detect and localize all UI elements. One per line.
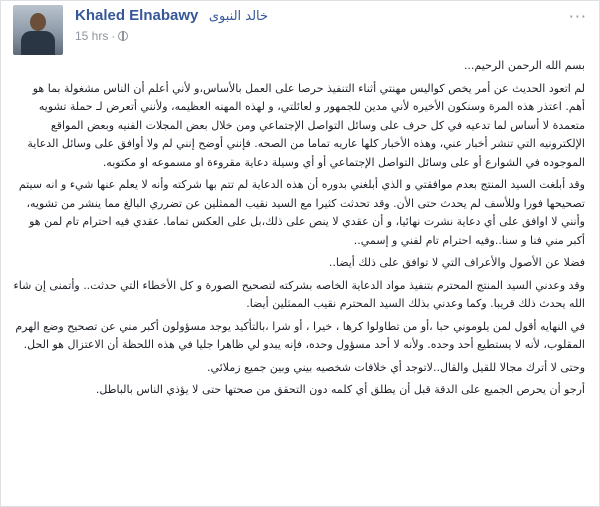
- post-paragraph: وحتى لا أترك مجالا للقيل والقال..لاتوجد أي خلافات شخصيه بيني وبين جميع زملائي.: [207, 360, 585, 374]
- globe-icon[interactable]: [118, 31, 128, 41]
- author-name-row: [75, 7, 268, 24]
- avatar-body: [21, 31, 55, 55]
- post-meta: [75, 29, 128, 43]
- post-paragraph: في النهايه أقول لمن يلوموني حبا ،أو من تطاولوا كرها ، خيرا ، أو شرا ،بالتأكيد يوجد مسؤولون أكبر مني عن تصحيح وضع الهرم المقلوب، لأنه لا يستطيع أحد وحده. ولأنه لا أحد مسؤول وحده، فإنه يبدو لي ظاهرا جليا في هذه اللحظة أن الاعتزال هو الحل.: [15, 319, 585, 351]
- post-paragraph: وقد وعدني السيد المنتج المحترم بتنفيذ مواد الدعاية الخاصه بشركته لتصحيح الصورة و كل الأخطاء التي حدثت.. وأتمنى إن شاء الله يحدث ذلك قريبا. وكما وعدني بذلك السيد المحترم نقيب الممثلين أيضا.: [13, 278, 585, 310]
- meta-separator: ·: [111, 29, 116, 43]
- post-paragraph: بسم الله الرحمن الرحيم...: [463, 59, 585, 72]
- post-paragraph: فضلا عن الأصول والأعراف التي لا توافق على ذلك أيضا..: [328, 256, 585, 269]
- author-name-arabic[interactable]: خالد النبوى: [208, 9, 269, 24]
- post-header: [13, 5, 587, 49]
- author-name-link[interactable]: Khaled Elnabawy: [75, 7, 199, 24]
- post-paragraph: وقد أبلغت السيد المنتج بعدم موافقتي و الذي أبلغني بدوره أن هذه الدعاية لم تتم بها شركته وأنه لا يعلم عنها شيء و انه سيتم تصحيحها فورا وللأسف لم يحدث حتى الأن. وقد تحدثت كثيرا مع السيد نقيب الممثلين عن تضرري البالغ مما ينشر من تشويه، وأنني لا اوافق على أي دعاية نشرت نهائيا، و أن عقدي لا ينص على ذلك،بل على العكس تماما. عقدي فيه احترام تام لمن هو أكبر مني فنا و سنا..وفيه احترام تام لفني و إسمي..: [18, 178, 585, 247]
- avatar-head: [30, 13, 46, 31]
- post-paragraph: أرجو أن يحرص الجميع على الدقة قبل أن يطلق أي كلمه دون التحقق من صحتها حتى لا يؤذي الناس بالباطل.: [95, 383, 585, 396]
- author-avatar[interactable]: [13, 5, 63, 55]
- post-body: [13, 57, 585, 404]
- post-paragraph: لم اتعود الحديث عن أمر يخص كواليس مهنتي أثناء التنفيذ حرصا على العمل بالأساس،و لأني أعلم أن الناس مشغولة بما هو أهم. اعتذر هذه المرة وسنكون الأخيره لأني مدين للجمهور و لعائلتي، و لهذه المهنه العظيمه، ولأنني أتعرض لـ حملة تشويه متعمدة لا أساس لما تدعيه في كل حرف على وسائل التواصل الإجتماعي ومن خلال بعض المجلات الفنيه وبعض المواقع الإلكترونيه التي تنشر أخبار عني، وهذه الأخبار كلها عاريه تماما من الصحه. فإنني أوضح إنني لم ولا أوافق على وسائل الدعاية الموجوده في الشوارع أو على وسائل التواصل الإجتماعي أو أي وسيلة دعاية مقروءة او مسموعه او مكتوبه.: [27, 81, 585, 169]
- more-options-icon[interactable]: ···: [568, 7, 587, 26]
- post-timestamp[interactable]: 15 hrs: [75, 29, 109, 43]
